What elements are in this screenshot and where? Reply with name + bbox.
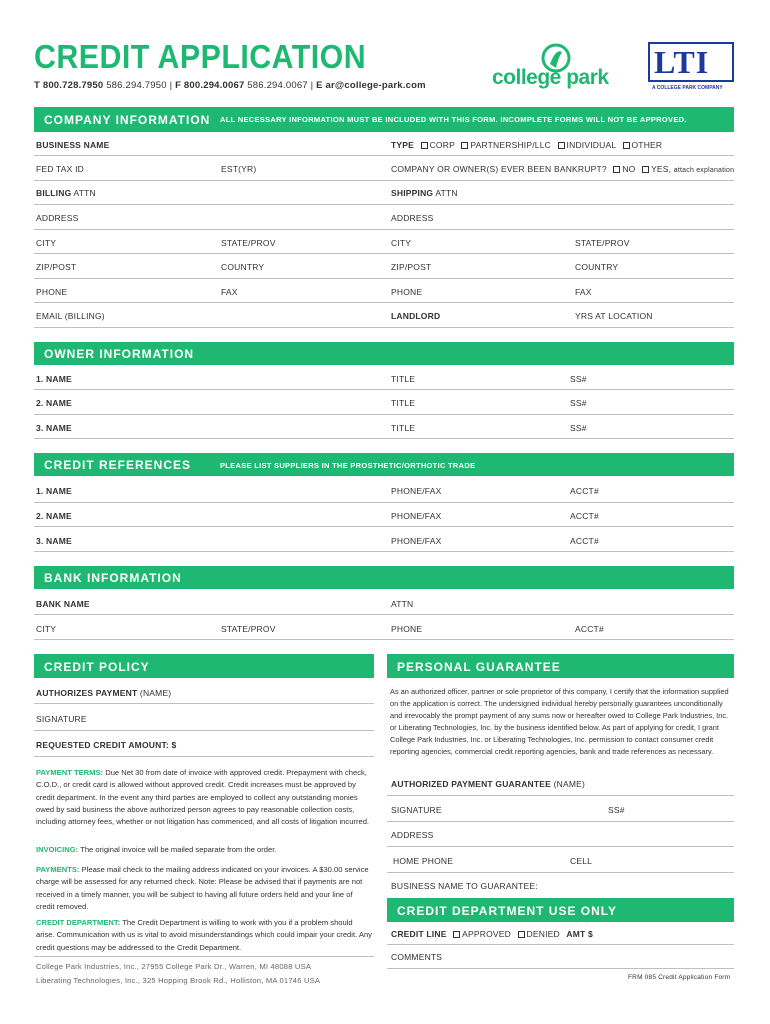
- bankrupt-question: COMPANY OR OWNER(S) EVER BEEN BANKRUPT? NO YES, attach explanation: [391, 164, 735, 174]
- credit-line-row: CREDIT LINE APPROVED DENIED AMT $: [391, 929, 593, 939]
- payments: PAYMENTS: Please mail check to the mailing address indicated on your invoices. A $30.00 service charge will be assessed for any returned check. Note: Please be advised that if payments are not received in a timely manner, you will be subject to having all future orders held and your line of credit removed.: [36, 865, 369, 911]
- college-park-logo: college park: [490, 40, 630, 90]
- bankrupt-no-checkbox[interactable]: [613, 166, 620, 173]
- individual-checkbox[interactable]: [558, 142, 565, 149]
- corp-checkbox[interactable]: [421, 142, 428, 149]
- company-info-bar: COMPANY INFORMATION ALL NECESSARY INFORMATION MUST BE INCLUDED WITH THIS FORM. INCOMPLETE FORMS WILL NOT BE APPROVED.: [34, 107, 734, 132]
- approved-checkbox[interactable]: [453, 931, 460, 938]
- type-options: TYPE CORP PARTNERSHIP/LLC INDIVIDUAL OTHER: [391, 140, 663, 150]
- other-checkbox[interactable]: [623, 142, 630, 149]
- credit-policy-bar: CREDIT POLICY: [34, 654, 374, 678]
- page-title: CREDIT APPLICATION: [34, 38, 367, 75]
- personal-guarantee-bar: PERSONAL GUARANTEE: [387, 654, 734, 678]
- credit-references-bar: CREDIT REFERENCES PLEASE LIST SUPPLIERS IN THE PROSTHETIC/ORTHOTIC TRADE: [34, 453, 734, 476]
- owner-info-bar: OWNER INFORMATION: [34, 342, 734, 365]
- bank-info-bar: BANK INFORMATION: [34, 566, 734, 589]
- footer-address-2: Liberating Technologies, Inc., 325 Hopping Brook Rd., Holliston, MA 01746 USA: [36, 976, 321, 985]
- partnership-checkbox[interactable]: [461, 142, 468, 149]
- form-id: FRM 085 Credit Application Form: [628, 974, 731, 981]
- denied-checkbox[interactable]: [518, 931, 525, 938]
- invoicing: INVOICING: The original invoice will be mailed separate from the order.: [36, 845, 277, 854]
- dept-use-bar: CREDIT DEPARTMENT USE ONLY: [387, 898, 734, 922]
- lti-logo: LTI: [648, 42, 734, 82]
- payment-terms: PAYMENT TERMS: Due Net 30 from date of invoice with approved credit. Prepayment with check, C.O.D., or credit card is allowed without approved credit. Credit increases must be approved by credit department. In the event any third parties are employed to collect any outstanding monies owed by said business the above authorized person agrees to pay reasonable collection costs, including attorney fees, whether or not litigation has commenced, and all costs of litigation incurred.: [36, 768, 370, 827]
- bankrupt-yes-checkbox[interactable]: [642, 166, 649, 173]
- credit-department: CREDIT DEPARTMENT: The Credit Department is willing to work with you if a problem should arise. Communication with us is vital to avoid misunderstandings which could impair your credit. Any credit questions may be addressed to the Credit Department.: [36, 918, 372, 952]
- footer-address-1: College Park Industries, Inc., 27955 College Park Dr., Warren, MI 48088 USA: [36, 962, 312, 971]
- contact-line: T 800.728.7950 586.294.7950 | F 800.294.0067 586.294.0067 | E ar@college-park.com: [34, 80, 426, 91]
